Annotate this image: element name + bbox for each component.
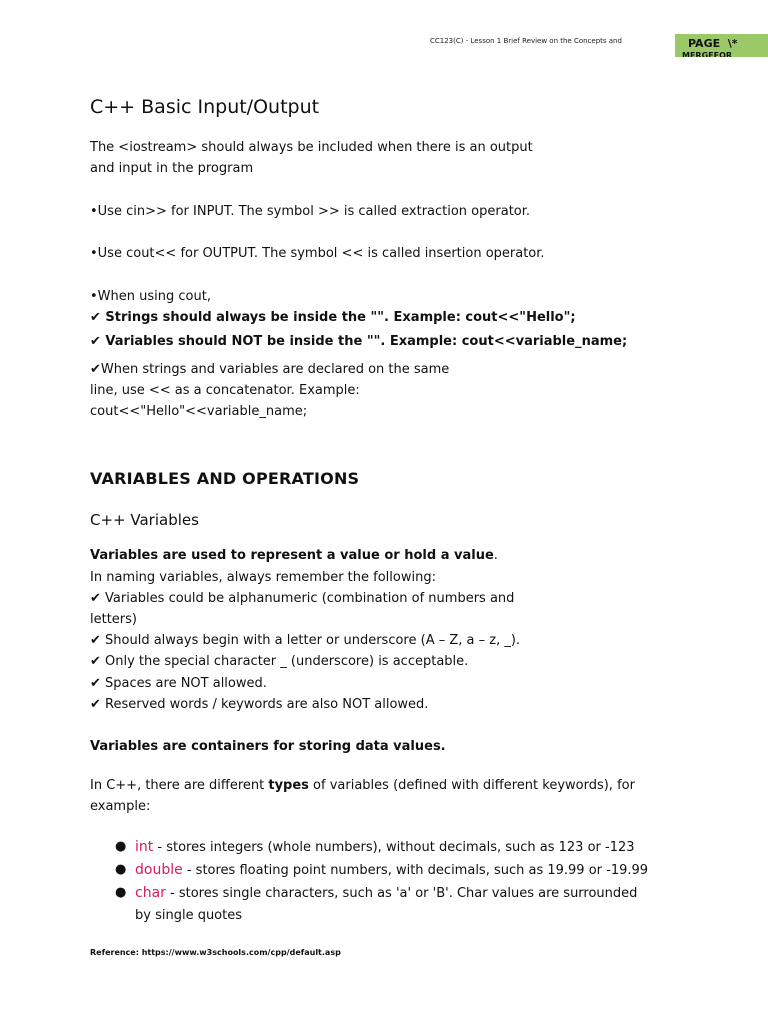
rule-strings-in-quotes: ✔ Strings should always be inside the "". Example: cout<<"Hello"; [90, 310, 576, 325]
concat-line-2: line, use << as a concatenator. Example: [90, 383, 360, 398]
keyword-double-desc: - stores floating point numbers, with decimals, such as 19.99 or -19.99 [182, 863, 649, 878]
naming-rule-1: ✔ Variables could be alphanumeric (combination of numbers and [90, 591, 515, 606]
keyword-int: int [135, 839, 154, 855]
keyword-char-desc-cont: by single quotes [135, 908, 243, 923]
running-header: CC123(C) - Lesson 1 Brief Review on the Concepts and [430, 37, 622, 45]
naming-rule-3: ✔ Only the special character _ (underscore) is acceptable. [90, 654, 469, 669]
naming-intro: In naming variables, always remember the following: [90, 570, 436, 585]
types-intro-line-1 [90, 775, 635, 796]
variables-lead-bold: Variables are used to represent a value or hold a value [90, 548, 494, 563]
concat-line-1: ✔When strings and variables are declared on the same [90, 362, 450, 377]
containers-statement: Variables are containers for storing data values. [90, 739, 446, 754]
cin-rule: •Use cin>> for INPUT. The symbol >> is called extraction operator. [90, 204, 531, 219]
section-title-variables-operations: VARIABLES AND OPERATIONS [90, 469, 360, 488]
naming-rule-5: ✔ Reserved words / keywords are also NOT allowed. [90, 697, 429, 712]
naming-rule-2: ✔ Should always begin with a letter or underscore (A – Z, a – z, _). [90, 633, 521, 648]
cout-rule: •Use cout<< for OUTPUT. The symbol << is called insertion operator. [90, 246, 545, 261]
types-list [90, 836, 690, 927]
bullet-dot-icon: ● [115, 839, 127, 854]
concat-line-3: cout<<"Hello"<<variable_name; [90, 404, 308, 419]
types-intro-bold: types [268, 778, 309, 793]
types-intro-post: of variables (defined with different keywords), for [308, 778, 635, 793]
keyword-char: char [135, 885, 166, 901]
variables-lead [90, 545, 498, 566]
keyword-double: double [135, 862, 183, 878]
intro-line-2: and input in the program [90, 161, 254, 176]
types-intro-line-2: example: [90, 799, 151, 814]
naming-rule-1-cont: letters) [90, 612, 137, 627]
list-item-char [90, 882, 690, 927]
rule-variables-not-in-quotes: ✔ Variables should NOT be inside the "". Example: cout<<variable_name; [90, 334, 628, 349]
intro-line-1: The <iostream> should always be included when there is an output [90, 140, 533, 155]
page-number-badge [675, 34, 768, 57]
page-badge-overflow-text: MERGEFOR [682, 51, 733, 57]
naming-rule-4: ✔ Spaces are NOT allowed. [90, 676, 267, 691]
subsection-title-cpp-variables: C++ Variables [90, 511, 199, 529]
page-badge-label: PAGE \* [688, 37, 738, 50]
section-title-basic-io: C++ Basic Input/Output [90, 96, 320, 118]
keyword-char-desc: - stores single characters, such as 'a' or 'B'. Char values are surrounded [165, 886, 638, 901]
bullet-dot-icon: ● [115, 862, 127, 877]
list-item-int [90, 836, 690, 859]
list-item-double [90, 859, 690, 882]
variables-lead-period: . [493, 548, 498, 563]
bullet-dot-icon: ● [115, 885, 127, 900]
types-intro-pre: In C++, there are different [90, 778, 269, 793]
keyword-int-desc: - stores integers (whole numbers), without decimals, such as 123 or -123 [153, 840, 635, 855]
when-using-cout: •When using cout, [90, 289, 211, 304]
reference-footnote: Reference: https://www.w3schools.com/cpp/default.asp [90, 948, 341, 957]
